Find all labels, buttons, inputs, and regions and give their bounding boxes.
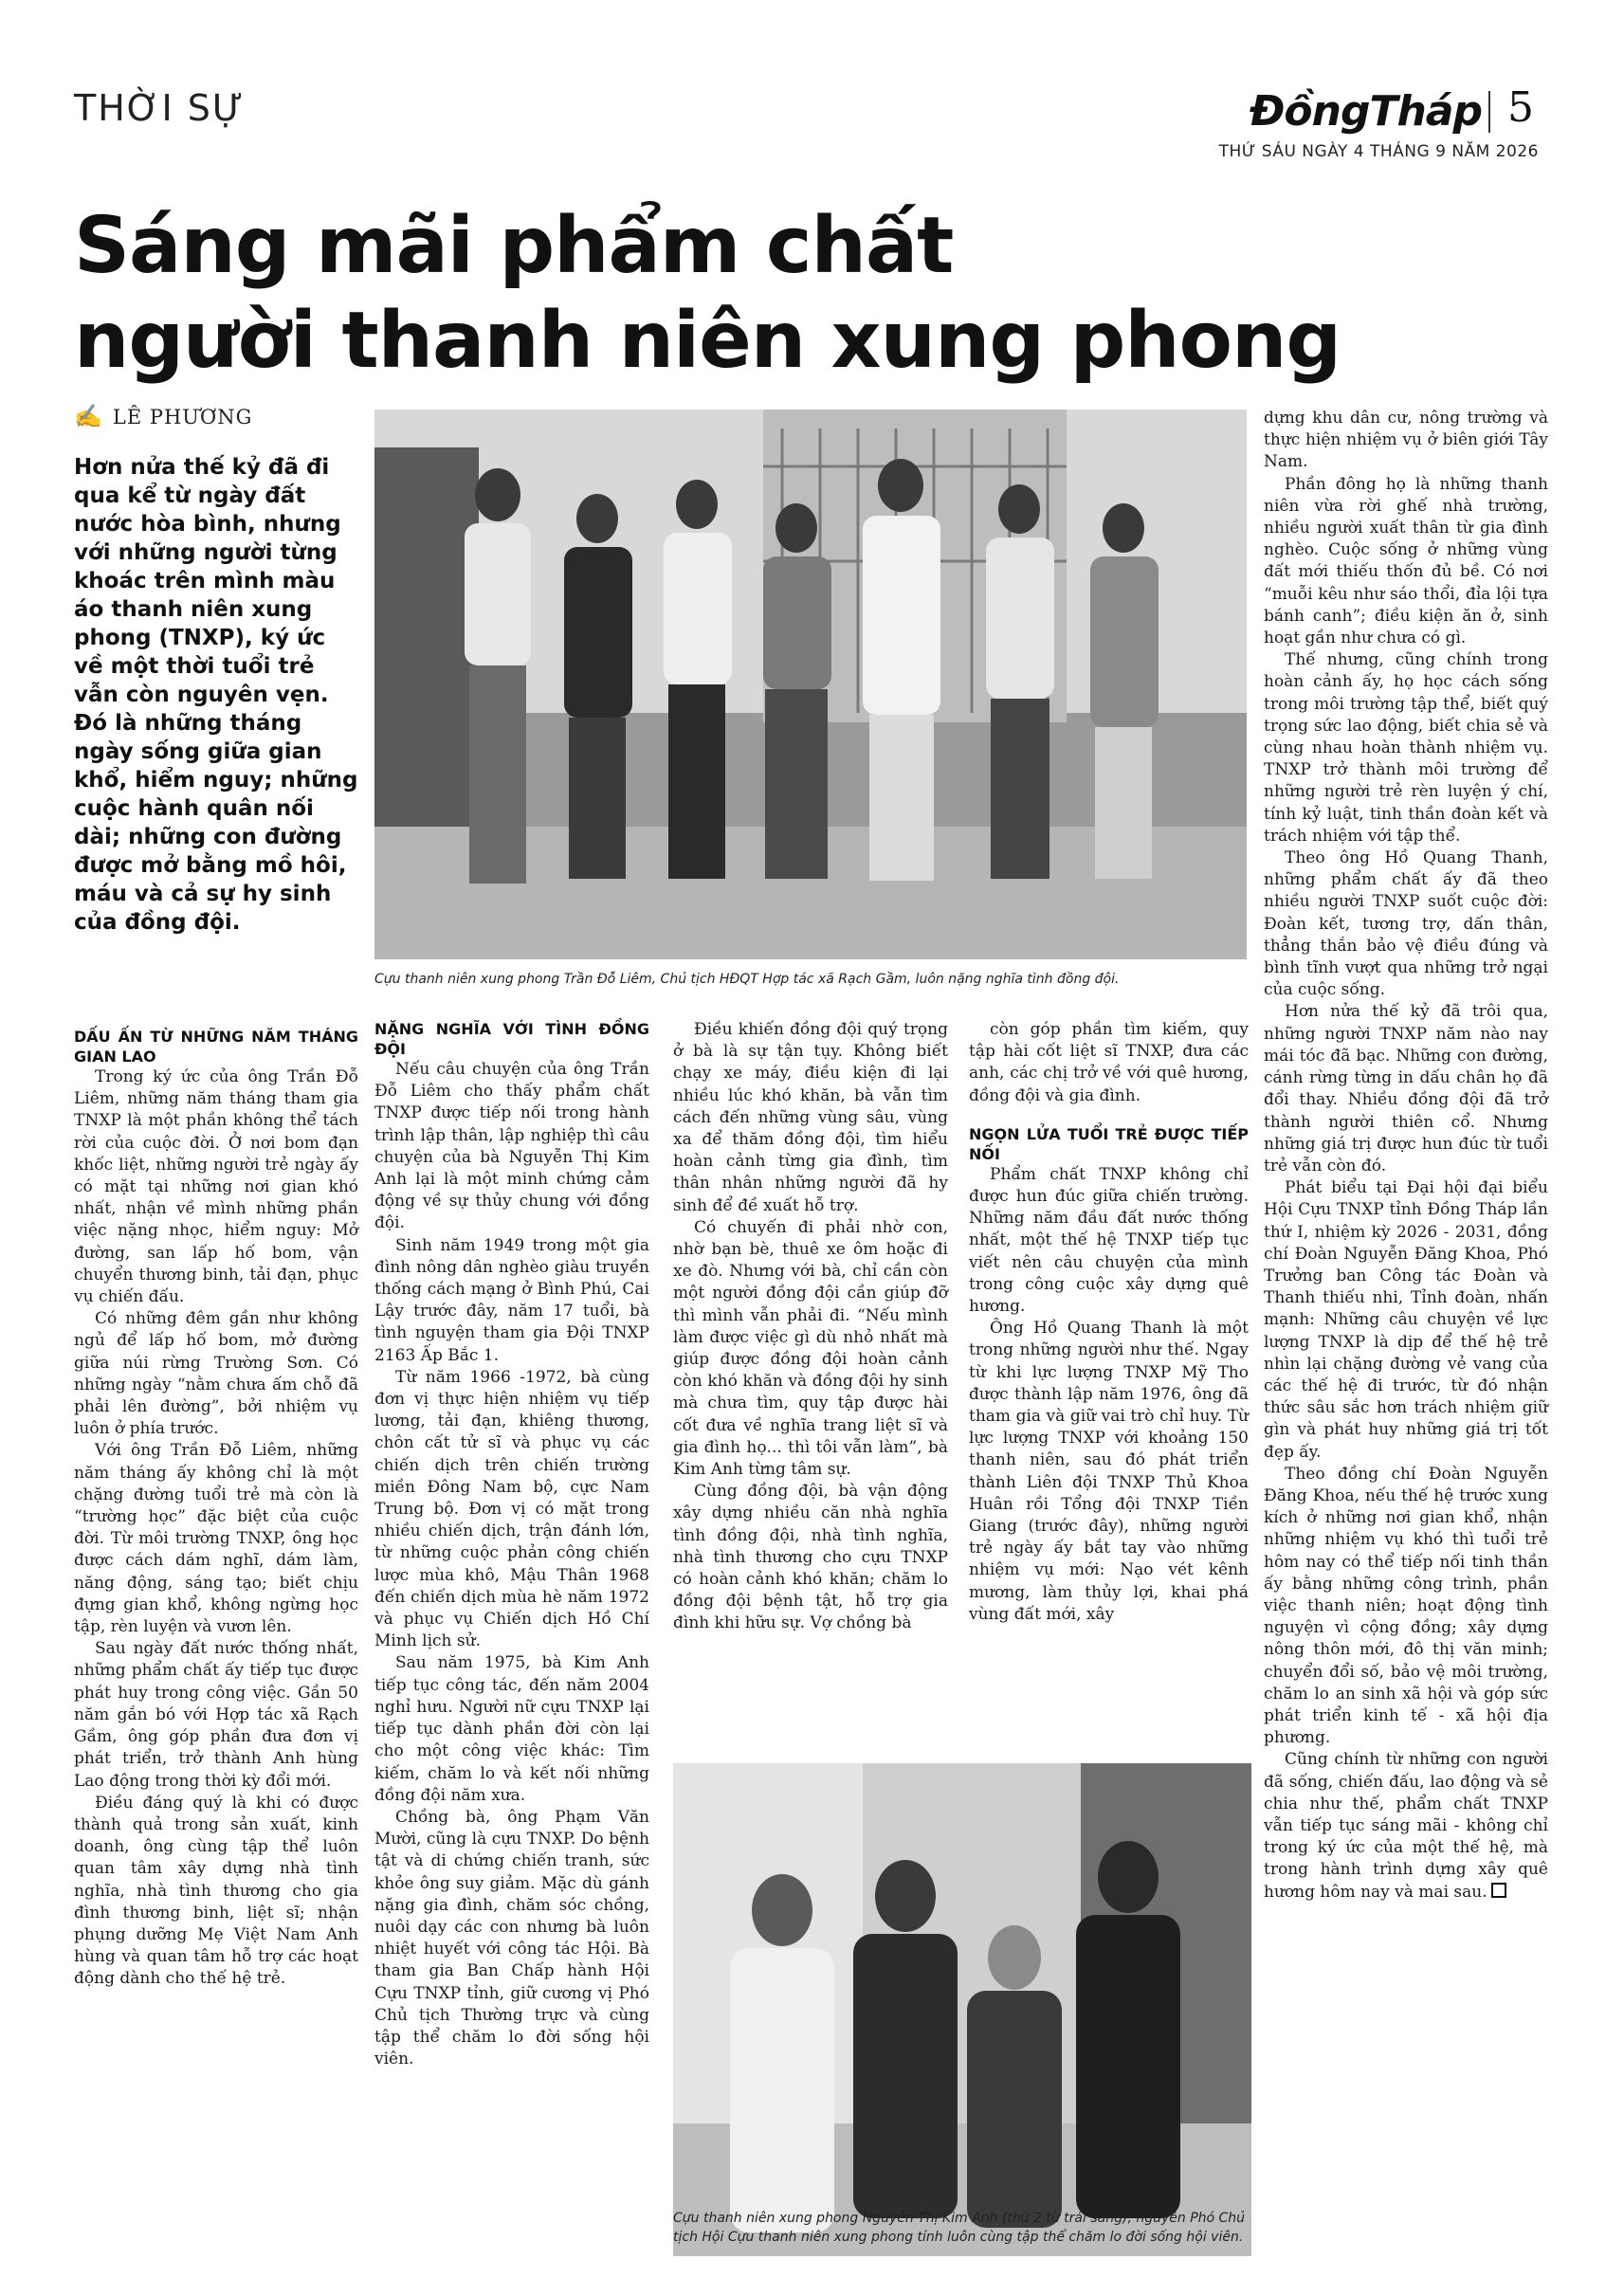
paragraph: Theo ông Hồ Quang Thanh, những phẩm chất ấy đã theo nhiều người TNXP suốt cuộc đời: Đoàn kết, tương trợ, dấn thân, thẳng thắn bảo vệ điều đúng và bình tĩnh vượt qua những trở ngại của cuộc sống.	[1264, 848, 1548, 1000]
paragraph: Hơn nửa thế kỷ đã trôi qua, những người TNXP năm nào nay mái tóc đã bạc. Những con đường, cánh rừng từng in dấu chân họ đã đổi thay. Nhiều đồng đội đã trở thành người thiên cổ. Nhưng những giá trị được hun đúc từ tuổi trẻ vẫn còn đó.	[1264, 1002, 1548, 1175]
paragraph: Cùng đồng đội, bà vận động xây dựng nhiều căn nhà nghĩa tình đồng đội, nhà tình nghĩa, nhà tình thương cho cựu TNXP có hoàn cảnh khó khăn; chăm lo đồng đội bệnh tật, hỗ trợ gia đình khi hữu sự. Vợ chồng bà	[673, 1482, 948, 1633]
column-5	[1264, 408, 1548, 1904]
closing-paragraph-text: Cũng chính từ những con người đã sống, chiến đấu, lao động và sẻ chia như thế, phẩm chất TNXP vẫn tiếp tục sáng mãi - không chỉ trong ký ức của một thế hệ, mà trong hành trình dựng xây quê hương hôm nay và mai sau.	[1264, 1750, 1548, 1902]
paragraph: còn góp phần tìm kiếm, quy tập hài cốt liệt sĩ TNXP, đưa các anh, các chị trở về với quê hương, đồng đội và gia đình.	[969, 1020, 1249, 1105]
paragraph: Điều đáng quý là khi có được thành quả trong sản xuất, kinh doanh, ông cùng tập thể luôn quan tâm xây dựng nhà tình nghĩa, nhà tình thương cho gia đình thương binh, liệt sĩ; nhận phụng dưỡng Mẹ Việt Nam Anh hùng và quan tâm hỗ trợ các hoạt động dành cho thế hệ trẻ.	[74, 1793, 358, 1989]
subheading-ngon-lua: NGỌN LỬA TUỔI TRẺ ĐƯỢC TIẾP NỐI	[969, 1124, 1249, 1163]
group-photo-outdoor	[374, 410, 1247, 959]
paragraph: Thế nhưng, cũng chính trong hoàn cảnh ấy, họ học cách sống trong môi trường tập thể, biết quý trọng sức lao động, biết chia sẻ và cùng nhau hoàn thành nhiệm vụ. TNXP trở thành môi trường để những người trẻ rèn luyện ý chí, tính kỷ luật, tinh thần đoàn kết và trách nhiệm với tập thể.	[1264, 650, 1548, 846]
group-photo-indoor-image	[673, 1763, 1251, 2256]
paragraph: Ông Hồ Quang Thanh là một trong những người như thế. Ngay từ khi lực lượng TNXP Mỹ Tho được thành lập năm 1976, ông đã tham gia và giữ vai trò chỉ huy. Từ lực lượng TNXP với khoảng 150 thanh niên, sau đó phát triển thành Liên đội TNXP Thủ Khoa Huân rồi Tổng đội TNXP Tiền Giang (trước đây), những người trẻ ngày ấy bắt tay vào những nhiệm vụ mới: Nạo vét kênh mương, làm thủy lợi, khai phá vùng đất mới, xây	[969, 1319, 1249, 1624]
paragraph: Phát biểu tại Đại hội đại biểu Hội Cựu TNXP tỉnh Đồng Tháp lần thứ I, nhiệm kỳ 2026 - 2031, đồng chí Đoàn Nguyễn Đăng Khoa, Phó Trưởng ban Công tác Đoàn và Thanh thiếu nhi, Tỉnh đoàn, nhấn mạnh: Những câu chuyện về lực lượng TNXP là dịp để thế hệ trẻ nhìn lại chặng đường vẻ vang của các thế hệ đi trước, từ đó nhận thức sâu sắc hơn trách nhiệm giữ gìn và phát huy những giá trị tốt đẹp ấy.	[1264, 1178, 1548, 1462]
headline-line-1: Sáng mãi phẩm chất	[74, 201, 954, 291]
section-label: THỜI SỰ	[74, 87, 246, 129]
column-4	[969, 1019, 1249, 1626]
column-2	[374, 1019, 649, 2070]
paragraph	[1264, 1749, 1548, 1903]
paragraph: Sau ngày đất nước thống nhất, những phẩm chất ấy tiếp tục được phát huy trong công việc. Gần 50 năm gắn bó với Hợp tác xã Rạch Gầm, ông góp phần đưa đơn vị phát triển, trở thành Anh hùng Lao động trong thời kỳ đổi mới.	[74, 1639, 358, 1791]
subheading-dau-an: DẤU ẤN TỪ NHỮNG NĂM THÁNG GIAN LAO	[74, 1028, 358, 1066]
paragraph: Chồng bà, ông Phạm Văn Mười, cũng là cựu TNXP. Do bệnh tật và di chứng chiến tranh, sức khỏe ông suy giảm. Mặc dù gánh nặng gia đình, chăm sóc chồng, nuôi dạy các con nhưng bà luôn nhiệt huyết với công tác Hội. Bà tham gia Ban Chấp hành Hội Cựu TNXP tỉnh, giữ cương vị Phó Chủ tịch Thường trực và cùng tập thể chăm lo đời sống hội viên.	[374, 1807, 649, 2069]
end-mark-icon	[1491, 1883, 1506, 1898]
page-number: 5	[1507, 83, 1534, 132]
paragraph: Điều khiến đồng đội quý trọng ở bà là sự tận tụy. Không biết chạy xe máy, điều kiện đi lại nhiều lúc khó khăn, bà vẫn tìm cách đến những vùng sâu, vùng xa để thăm đồng đội, tìm hiểu hoàn cảnh từng gia đình, tìm thân nhân những người đã hy sinh để đề xuất hỗ trợ.	[673, 1020, 948, 1215]
paragraph: Phần đông họ là những thanh niên vừa rời ghế nhà trường, nhiều người xuất thân từ gia đình nghèo. Cuộc sống ở những vùng đất mới thiếu thốn đủ bề. Có nơi “muỗi kêu như sáo thổi, đỉa lội tựa bánh canh”; điều kiện ăn ở, sinh hoạt gần như chưa có gì.	[1264, 474, 1548, 648]
photo-caption-1: Cựu thanh niên xung phong Trần Đỗ Liêm, Chủ tịch HĐQT Hợp tác xã Rạch Gầm, luôn nặng nghĩa tình đồng đội.	[374, 972, 1120, 987]
paragraph: Với ông Trần Đỗ Liêm, những năm tháng ấy không chỉ là một chặng đường tuổi trẻ mà còn là “trường học” đặc biệt của cuộc đời. Từ môi trường TNXP, ông học được cách dám nghĩ, dám làm, năng động, sáng tạo; biết chịu đựng gian khổ, không ngừng học tập, rèn luyện và vươn lên.	[74, 1441, 358, 1637]
issue-date: THỨ SÁU NGÀY 4 THÁNG 9 NĂM 2026	[1218, 142, 1539, 161]
masthead-divider	[1488, 91, 1490, 133]
paragraph: Sau năm 1975, bà Kim Anh tiếp tục công tác, đến năm 2004 nghỉ hưu. Người nữ cựu TNXP lại tiếp tục dành phần đời còn lại cho một công việc khác: Tìm kiếm, chăm lo và kết nối những đồng đội năm xưa.	[374, 1653, 649, 1805]
photo-caption-2: Cựu thanh niên xung phong Nguyễn Thị Kim Anh (thứ 2 từ trái sang), nguyên Phó Chủ tịch Hội Cựu thanh niên xung phong tỉnh luôn cùng tập thể chăm lo đời sống hội viên.	[673, 2211, 1246, 2245]
paragraph: dựng khu dân cư, nông trường và thực hiện nhiệm vụ ở biên giới Tây Nam.	[1264, 409, 1548, 472]
paragraph: Phẩm chất TNXP không chỉ được hun đúc giữa chiến trường. Những năm đầu đất nước thống nhất, một thế hệ TNXP tiếp tục viết nên câu chuyện của mình trong công cuộc xây dựng quê hương.	[969, 1164, 1249, 1317]
pen-icon: ✍	[74, 403, 103, 429]
article-headline	[74, 199, 1496, 389]
group-photo-outdoor-image	[374, 410, 1247, 959]
paragraph: Trong ký ức của ông Trần Đỗ Liêm, những năm tháng tham gia TNXP là một phần không thể tách rời của cuộc đời. Ở nơi bom đạn khốc liệt, những người trẻ ngày ấy có mặt tại những nơi gian khó nhất, nhận về mình những phần việc nặng nhọc, hiểm nguy: Mở đường, san lấp hố bom, vận chuyển thương binh, tải đạn, phục vụ chiến đấu.	[74, 1067, 358, 1307]
column-3	[673, 1019, 948, 1635]
masthead-logo: ĐồngTháp	[1250, 87, 1482, 136]
article-lead: Hơn nửa thế kỷ đã đi qua kể từ ngày đất nước hòa bình, nhưng với những người từng khoác trên mình màu áo thanh niên xung phong (TNXP), ký ức về một thời tuổi trẻ vẫn còn nguyên vẹn. Đó là những tháng ngày sống giữa gian khổ, hiểm nguy; những cuộc hành quân nối dài; những con đường được mở bằng mồ hôi, máu và cả sự hy sinh của đồng đội.	[74, 455, 358, 935]
byline	[74, 403, 252, 429]
headline-line-2: người thanh niên xung phong	[74, 296, 1341, 386]
author-name: LÊ PHƯƠNG	[112, 406, 253, 428]
paragraph: Nếu câu chuyện của ông Trần Đỗ Liêm cho thấy phẩm chất TNXP được tiếp nối trong hành trình lập thân, lập nghiệp thì câu chuyện của bà Nguyễn Thị Kim Anh lại là một minh chứng cảm động về sự thủy chung với đồng đội.	[374, 1060, 649, 1233]
column-1	[74, 1027, 358, 1991]
subheading-nang-nghia: NẶNG NGHĨA VỚI TÌNH ĐỒNG ĐỘI	[374, 1020, 649, 1058]
group-photo-indoor	[673, 1763, 1251, 2256]
paragraph: Theo đồng chí Đoàn Nguyễn Đăng Khoa, nếu thế hệ trước xung kích ở những nơi gian khổ, nhận những nhiệm vụ khó thì tuổi trẻ hôm nay có thể tiếp nối tinh thần ấy bằng những công trình, phần việc thanh niên; hoạt động tình nguyện vì cộng đồng; xây dựng nông thôn mới, đô thị văn minh; chuyển đổi số, bảo vệ môi trường, chăm lo an sinh xã hội và góp sức phát triển kinh tế - xã hội địa phương.	[1264, 1464, 1548, 1748]
paragraph: Có chuyến đi phải nhờ con, nhờ bạn bè, thuê xe ôm hoặc đi xe đò. Nhưng với bà, chỉ cần còn một người đồng đội cần giúp đỡ thì mình vẫn phải đi. “Nếu mình làm được việc gì dù nhỏ nhất mà giúp được đồng đội hoàn cảnh còn khó khăn và đồng đội hy sinh mà chưa tìm, quy tập được hài cốt đưa về nghĩa trang liệt sĩ và gia đình họ... thì tôi vẫn làm”, bà Kim Anh từng tâm sự.	[673, 1217, 948, 1480]
paragraph: Sinh năm 1949 trong một gia đình nông dân nghèo giàu truyền thống cách mạng ở Bình Phú, Cai Lậy trước đây, năm 17 tuổi, bà tình nguyện tham gia Đội TNXP 2163 Ấp Bắc 1.	[374, 1235, 649, 1365]
paragraph: Có những đêm gần như không ngủ để lấp hố bom, mở đường giữa núi rừng Trường Sơn. Có những ngày “nằm chưa ấm chỗ đã phải lên đường”, bởi nhiệm vụ luôn ở phía trước.	[74, 1309, 358, 1439]
paragraph: Từ năm 1966 -1972, bà cùng đơn vị thực hiện nhiệm vụ tiếp lương, tải đạn, khiêng thương, chôn cất tử sĩ và phục vụ các chiến dịch trên chiến trường miền Đông Nam bộ, cực Nam Trung bộ. Đơn vị có mặt trong nhiều chiến dịch, trận đánh lớn, từ những cuộc phản công chiến lược mùa khô, Mậu Thân 1968 đến chiến dịch mùa hè năm 1972 và phục vụ Chiến dịch Hồ Chí Minh lịch sử.	[374, 1367, 649, 1651]
